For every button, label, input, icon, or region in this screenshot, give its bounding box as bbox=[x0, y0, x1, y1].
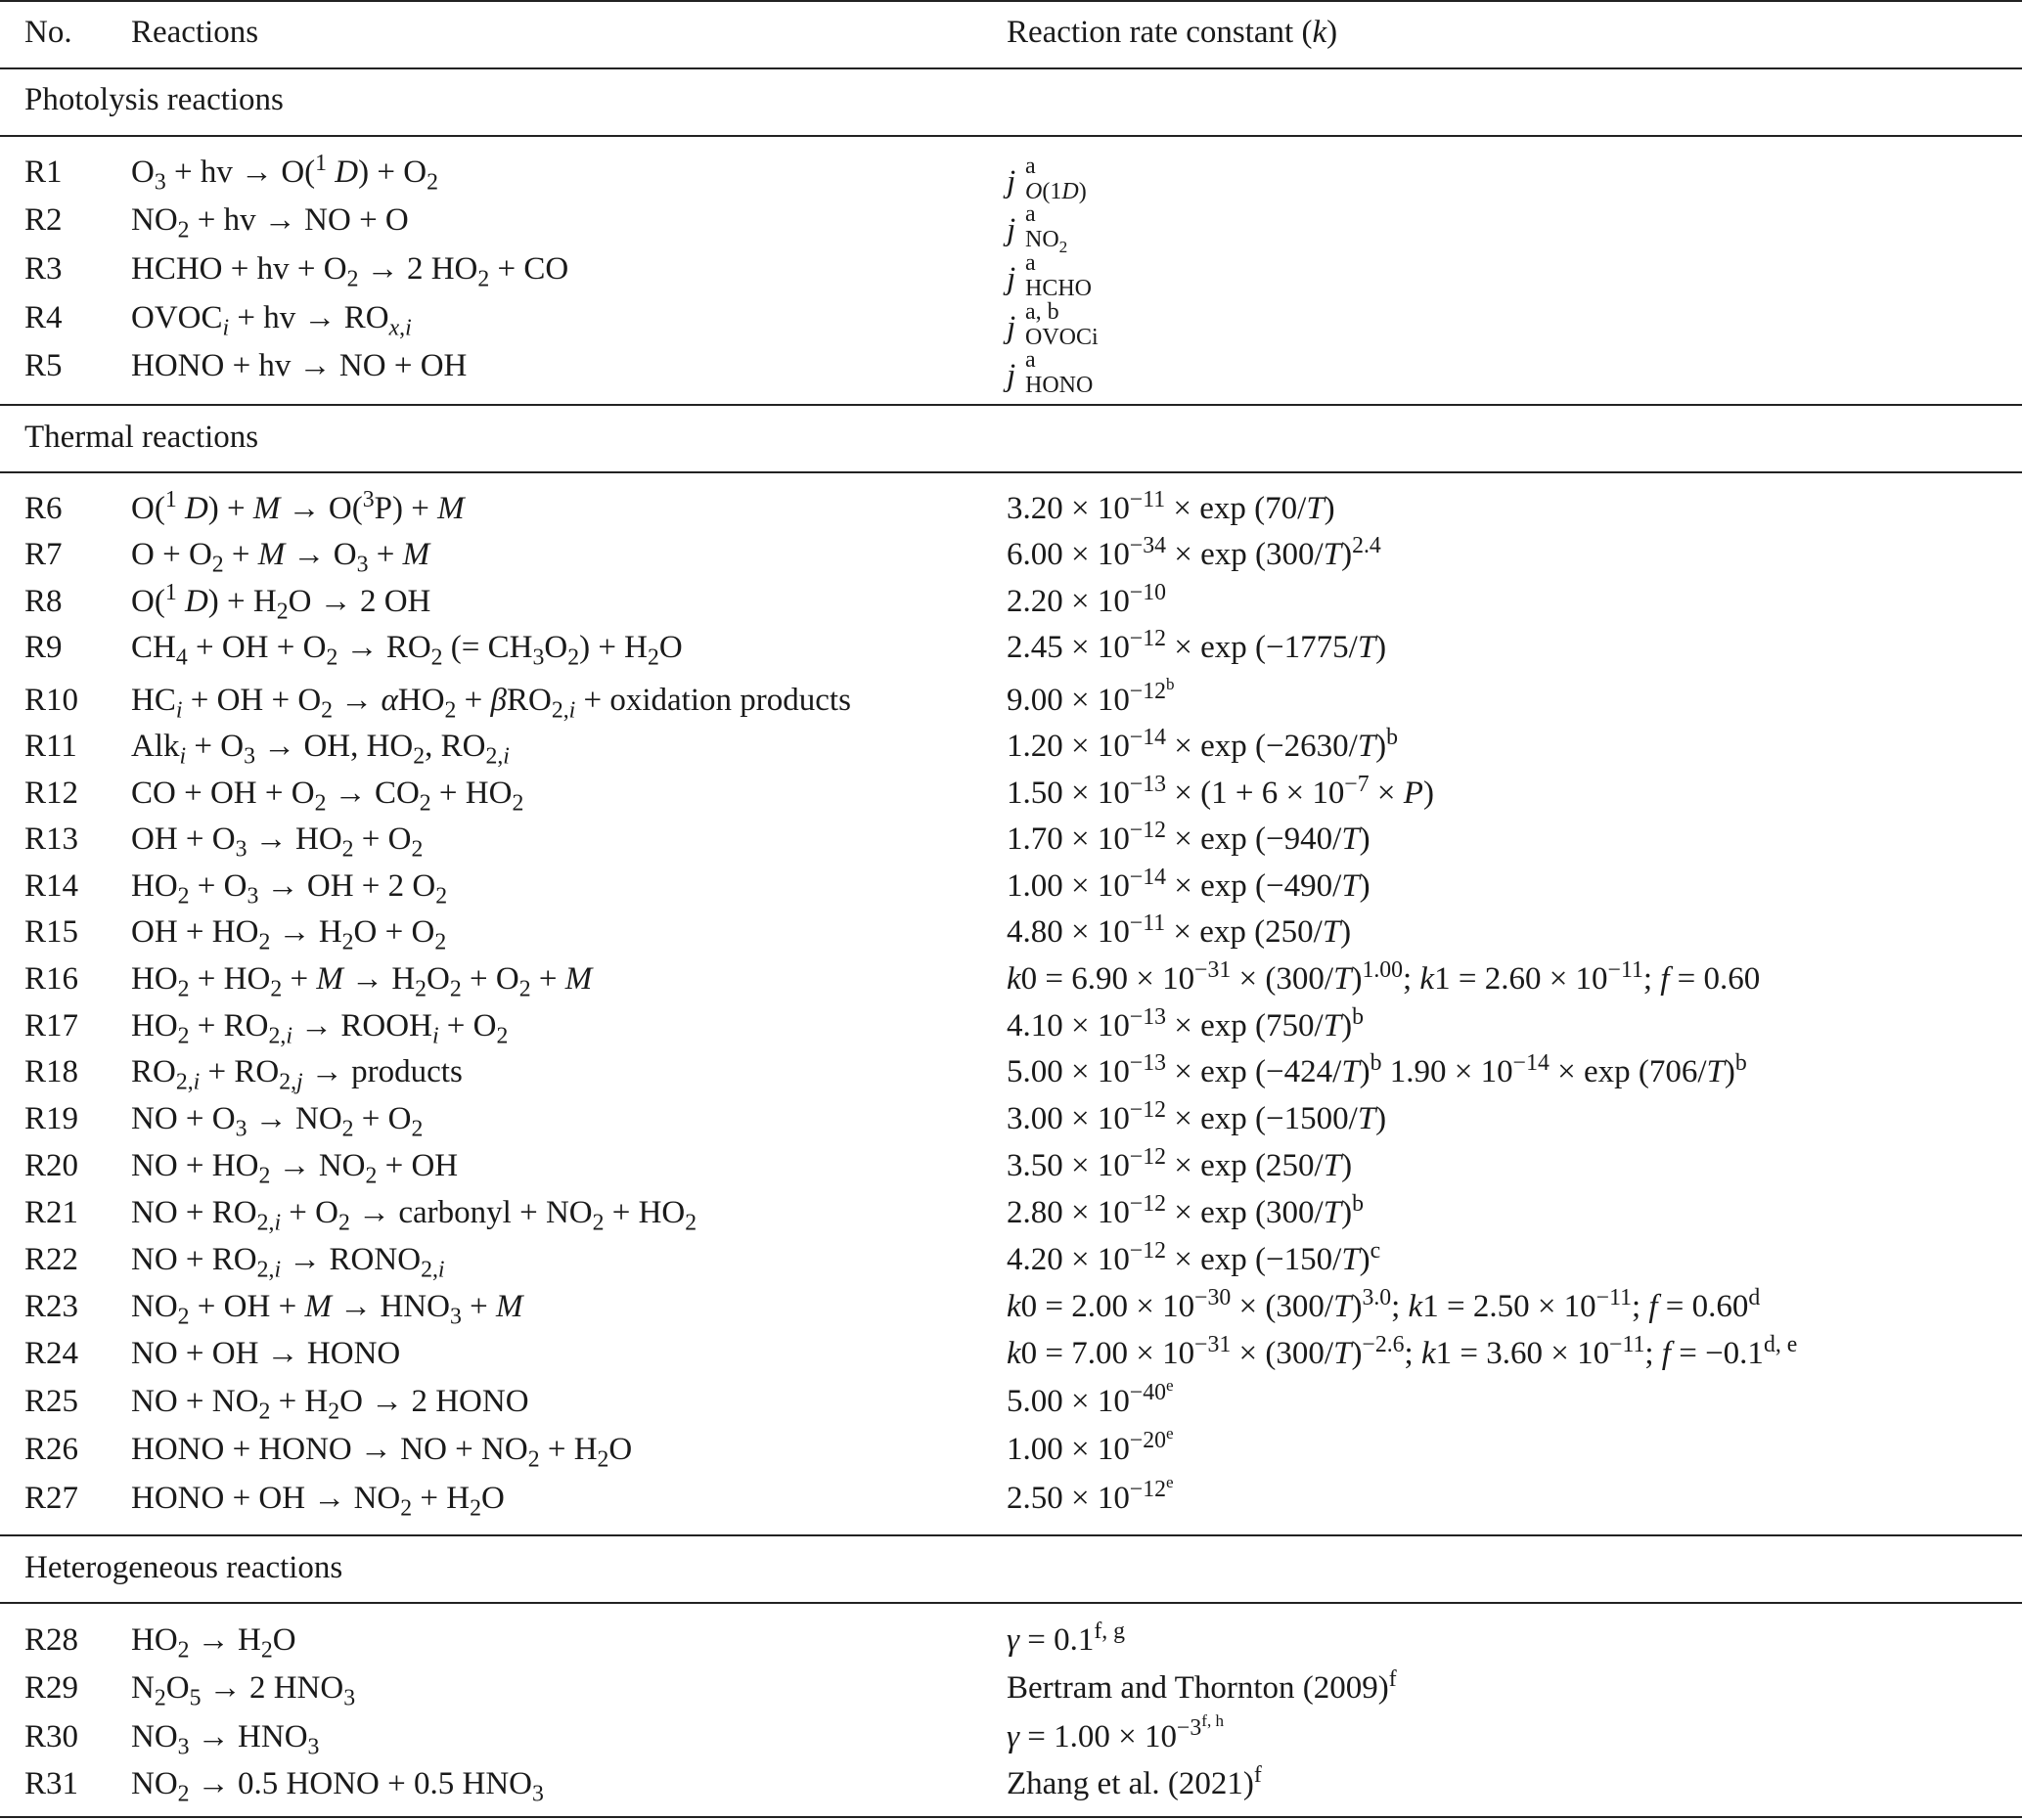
row-number: R31 bbox=[24, 1766, 79, 1801]
table-row bbox=[0, 677, 2022, 724]
rate-constant: $1.00 \times 10^{-20^e}$ bbox=[1007, 1424, 1174, 1467]
reaction: $NO_2$ + hv → NO + O bbox=[131, 202, 409, 244]
rate-constant: $2.45 \times 10^{-12} \times \exp (-1775/T)$ bbox=[1007, 626, 1387, 665]
rate-constant: $2.80 \times 10^{-12} \times \exp (300/T)^b$ bbox=[1007, 1191, 1364, 1230]
row-number: R27 bbox=[24, 1481, 79, 1516]
row-number: R15 bbox=[24, 914, 79, 950]
row-number: R17 bbox=[24, 1008, 79, 1043]
table-row bbox=[0, 1760, 2022, 1807]
reaction: $HO_2 + O_3$ → OH + 2 $O_2$ bbox=[131, 868, 448, 910]
top-rule bbox=[0, 0, 2022, 2]
table-row bbox=[0, 245, 2022, 301]
table-row bbox=[0, 1236, 2022, 1283]
rate-constant: $1.20 \times 10^{-14} \times \exp (-2630/T)^b$ bbox=[1007, 725, 1399, 764]
reaction: HCHO + hv + $O_2 \to 2$ $HO_2$ + CO bbox=[131, 251, 569, 292]
table-row bbox=[0, 863, 2022, 910]
reaction: NO + $RO_{2,i}$ → $RONO_{2,i}$ bbox=[131, 1242, 445, 1283]
row-number: R9 bbox=[24, 630, 63, 665]
reaction: $Alk_i + O_3$ → OH, $HO_2$, $RO_{2,i}$ bbox=[131, 729, 510, 770]
table-row bbox=[0, 1713, 2022, 1760]
bottom-rule bbox=[0, 1816, 2022, 1818]
row-number: R14 bbox=[24, 868, 79, 904]
rate-constant: $k0 = 6.90 \times 10^{-31} \times (300/T)^{1.00}$; $k1 = 2.60 \times 10^{-11}$; f = 0.60 bbox=[1007, 957, 1761, 997]
rate-constant: $1.70 \times 10^{-12} \times \exp (-940/T)$ bbox=[1007, 818, 1370, 857]
table-row bbox=[0, 1617, 2022, 1664]
rate-constant: j a HONO bbox=[1007, 347, 1094, 398]
section-rule bbox=[0, 135, 2022, 137]
reaction: O($^1$ D) + M → O($^3$P) + M bbox=[131, 487, 465, 526]
table-row bbox=[0, 1665, 2022, 1711]
section-rule bbox=[0, 1534, 2022, 1536]
header-rate-constant: Reaction rate constant (k) bbox=[1007, 15, 1338, 50]
table-row bbox=[0, 1002, 2022, 1049]
reaction: $NO_2$ + OH + $M \to HNO_3 + M$ bbox=[131, 1289, 523, 1330]
row-number: R22 bbox=[24, 1242, 79, 1277]
table-row bbox=[0, 909, 2022, 955]
reaction: CO + OH + $O_2 \to CO_2 + HO_2$ bbox=[131, 776, 524, 817]
row-number: R16 bbox=[24, 961, 79, 997]
reaction: $O_3$ + hv → O($^1$ $D) + O_2$ bbox=[131, 151, 438, 196]
reaction: $OVOC_i$ + hv → $RO_{x,i}$ bbox=[131, 300, 412, 341]
table-row bbox=[0, 485, 2022, 532]
rate-constant: $6.00 \times 10^{-34} \times \exp (300/T)^{2.4}$ bbox=[1007, 533, 1381, 572]
row-number: R2 bbox=[24, 202, 63, 238]
rate-constant: $2.20 \times 10^{-10}$ bbox=[1007, 580, 1167, 619]
table-row bbox=[0, 1095, 2022, 1142]
rate-constant: j a HCHO bbox=[1007, 250, 1093, 301]
reaction: NO + $NO_2 + H_2O \to 2$ HONO bbox=[131, 1384, 529, 1425]
rate-constant: $2.50 \times 10^{-12^e}$ bbox=[1007, 1473, 1174, 1516]
row-number: R13 bbox=[24, 821, 79, 857]
reaction: $O + O_2 + M \to O_3 + M$ bbox=[131, 537, 430, 578]
table-row bbox=[0, 1330, 2022, 1377]
row-number: R8 bbox=[24, 584, 63, 619]
row-number: R23 bbox=[24, 1289, 79, 1324]
rate-constant: j a $NO_2$ bbox=[1007, 201, 1068, 256]
table-row bbox=[0, 197, 2022, 256]
row-number: R11 bbox=[24, 729, 77, 764]
section-rule bbox=[0, 404, 2022, 406]
row-number: R25 bbox=[24, 1384, 79, 1419]
row-number: R1 bbox=[24, 155, 63, 190]
table-row bbox=[0, 1475, 2022, 1522]
reaction: OH + $O_3 \to HO_2 + O_2$ bbox=[131, 821, 424, 863]
table-row bbox=[0, 149, 2022, 204]
section-rule bbox=[0, 1602, 2022, 1604]
rate-constant: $4.10 \times 10^{-13} \times \exp (750/T)^b$ bbox=[1007, 1004, 1364, 1043]
reaction: NO + $O_3 \to NO_2 + O_2$ bbox=[131, 1101, 424, 1142]
table-row bbox=[0, 955, 2022, 1002]
row-number: R4 bbox=[24, 300, 63, 335]
row-number: R21 bbox=[24, 1195, 79, 1230]
rate-constant: $5.00 \times 10^{-13} \times \exp (-424/T)^b$ $1.90 \times 10^{-14} \times \exp (706/T)^b$ bbox=[1007, 1050, 1747, 1089]
reaction: $NO_2 \to 0.5$ HONO + 0.5 $HNO_3$ bbox=[131, 1766, 544, 1807]
reaction: NO + OH → HONO bbox=[131, 1336, 401, 1371]
table-row bbox=[0, 1378, 2022, 1425]
header-reactions: Reactions bbox=[131, 15, 259, 50]
section-title-heterogeneous: Heterogeneous reactions bbox=[24, 1550, 343, 1585]
rate-constant: $1.00 \times 10^{-14} \times \exp (-490/T)$ bbox=[1007, 865, 1370, 904]
reaction: $RO_{2,i} + RO_{2,j}$ → products bbox=[131, 1054, 463, 1095]
row-number: R12 bbox=[24, 776, 79, 811]
reaction: $NO_3 \to HNO_3$ bbox=[131, 1719, 320, 1760]
reaction: O($^1$ $D) + H_2O \to 2$ OH bbox=[131, 580, 431, 625]
reaction: $HO_2 + HO_2 + M \to H_2O_2 + O_2 + M$ bbox=[131, 961, 593, 1002]
rate-constant: $k0 = 2.00 \times 10^{-30} \times (300/T)^{3.0}$; $k1 = 2.50 \times 10^{-11}$; f = 0.60$^d$ bbox=[1007, 1285, 1761, 1324]
reaction: $HO_2 \to H_2O$ bbox=[131, 1622, 296, 1664]
row-number: R24 bbox=[24, 1336, 79, 1371]
reaction: OH + $HO_2 \to H_2O + O_2$ bbox=[131, 914, 447, 955]
header-no: No. bbox=[24, 15, 72, 50]
section-rule bbox=[0, 471, 2022, 473]
row-number: R29 bbox=[24, 1670, 79, 1706]
rate-constant: $3.20 \times 10^{-11} \times \exp (70/T)$ bbox=[1007, 487, 1335, 526]
reaction: $N_2O_5 \to 2$ $HNO_3$ bbox=[131, 1670, 356, 1711]
rate-constant: $1.50 \times 10^{-13} \times (1 + 6 \times 10^{-7} \times P)$ bbox=[1007, 772, 1434, 811]
table-row bbox=[0, 1283, 2022, 1330]
row-number: R30 bbox=[24, 1719, 79, 1754]
reaction: $CH_4$ + OH + $O_2 \to RO_2$ (= $CH_3O_2) + H_2O$ bbox=[131, 630, 683, 671]
rate-constant: j a, b OVOCi bbox=[1007, 299, 1099, 350]
reaction: HONO + OH → $NO_2 + H_2O$ bbox=[131, 1481, 505, 1522]
section-title-thermal: Thermal reactions bbox=[24, 420, 259, 455]
row-number: R10 bbox=[24, 683, 79, 718]
rate-constant: Zhang et al. $(2021)^f$ bbox=[1007, 1762, 1262, 1801]
table-row bbox=[0, 294, 2022, 350]
row-number: R26 bbox=[24, 1432, 79, 1467]
reaction: NO + $HO_2 \to NO_2$ + OH bbox=[131, 1148, 459, 1189]
table-row bbox=[0, 342, 2022, 398]
rate-constant: $\gamma = 0.1^{f, g}$ bbox=[1007, 1619, 1126, 1658]
reaction: $HC_i$ + OH + $O_2 \to \alpha HO_2 + \beta RO_{2,i}$ + oxidation products bbox=[131, 683, 851, 724]
reaction: NO + $RO_{2,i} + O_2$ → carbonyl + $NO_2 + HO_2$ bbox=[131, 1195, 697, 1236]
rate-constant: Bertram and Thornton $(2009)^f$ bbox=[1007, 1666, 1397, 1706]
rate-constant: j a O(1D) bbox=[1007, 154, 1087, 204]
reaction: HONO + hv → NO + OH bbox=[131, 348, 468, 383]
table-row bbox=[0, 723, 2022, 770]
table-row bbox=[0, 531, 2022, 578]
row-number: R19 bbox=[24, 1101, 79, 1136]
rate-constant: $3.50 \times 10^{-12} \times \exp (250/T)$ bbox=[1007, 1144, 1353, 1183]
rate-constant: $\gamma = 1.00 \times 10^{-3^{f, h}}$ bbox=[1007, 1711, 1225, 1754]
rate-constant: $4.80 \times 10^{-11} \times \exp (250/T)$ bbox=[1007, 910, 1352, 950]
table-row bbox=[0, 1189, 2022, 1236]
reaction: $HO_2 + RO_{2,i}$ → $ROOH_i + O_2$ bbox=[131, 1008, 509, 1049]
table-row bbox=[0, 1048, 2022, 1095]
rate-constant: $3.00 \times 10^{-12} \times \exp (-1500/T)$ bbox=[1007, 1097, 1387, 1136]
row-number: R6 bbox=[24, 491, 63, 526]
table-row bbox=[0, 1426, 2022, 1473]
row-number: R28 bbox=[24, 1622, 79, 1658]
rate-constant: $9.00 \times 10^{-12^b}$ bbox=[1007, 675, 1175, 718]
row-number: R7 bbox=[24, 537, 63, 572]
table-row bbox=[0, 578, 2022, 625]
header-rule bbox=[0, 67, 2022, 69]
table-row bbox=[0, 624, 2022, 671]
table-row bbox=[0, 816, 2022, 863]
row-number: R18 bbox=[24, 1054, 79, 1089]
table-row bbox=[0, 770, 2022, 817]
row-number: R3 bbox=[24, 251, 63, 287]
rate-constant: $5.00 \times 10^{-40^e}$ bbox=[1007, 1376, 1174, 1419]
rate-constant: $4.20 \times 10^{-12} \times \exp (-150/T)^c$ bbox=[1007, 1238, 1381, 1277]
reaction: HONO + HONO → NO + $NO_2 + H_2O$ bbox=[131, 1432, 633, 1473]
section-title-photolysis: Photolysis reactions bbox=[24, 82, 284, 117]
row-number: R20 bbox=[24, 1148, 79, 1183]
rate-constant: $k0 = 7.00 \times 10^{-31} \times (300/T)^{-2.6}$; $k1 = 3.60 \times 10^{-11}$; $f = -0.1^{d, e}$ bbox=[1007, 1332, 1798, 1371]
table-row bbox=[0, 1142, 2022, 1189]
row-number: R5 bbox=[24, 348, 63, 383]
